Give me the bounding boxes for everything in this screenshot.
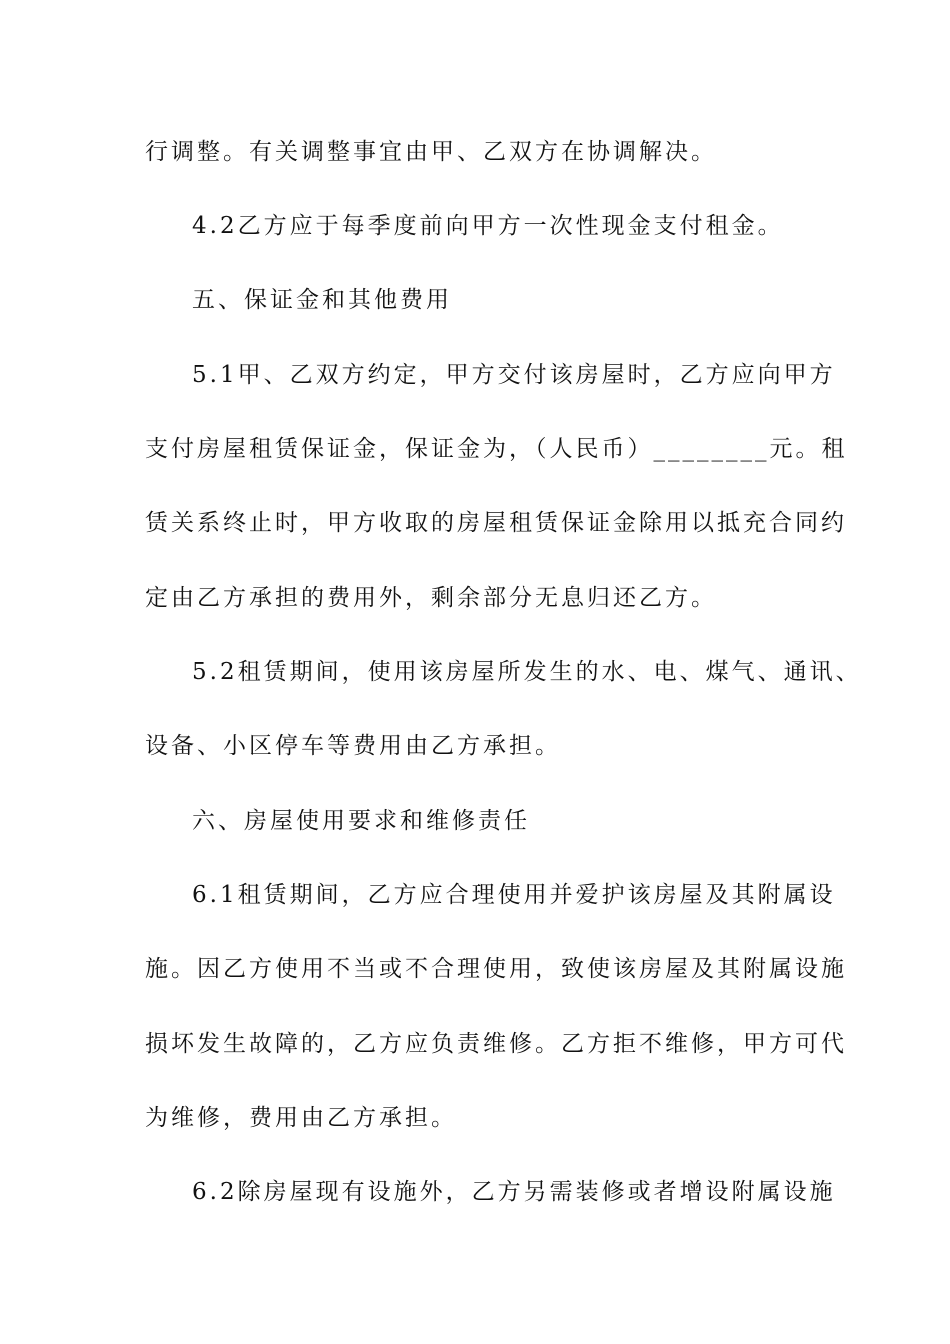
text-line: 施。因乙方使用不当或不合理使用，致使该房屋及其附属设施 [145,956,847,982]
clause-5-1-line: 5.1甲、乙双方约定，甲方交付该房屋时，乙方应向甲方 [192,362,836,388]
text-line: 支付房屋租赁保证金，保证金为，（人民币）________元。租 [145,436,848,462]
text-line: 设备、小区停车等费用由乙方承担。 [145,733,561,759]
text-line: 赁关系终止时，甲方收取的房屋租赁保证金除用以抵充合同约 [145,510,847,536]
text-line: 损坏发生故障的，乙方应负责维修。乙方拒不维修，甲方可代 [145,1031,847,1057]
clause-4-2-line: 4.2乙方应于每季度前向甲方一次性现金支付租金。 [192,213,784,239]
clause-5-2-line: 5.2租赁期间，使用该房屋所发生的水、电、煤气、通讯、 [192,659,862,685]
text-line: 定由乙方承担的费用外，剩余部分无息归还乙方。 [145,585,717,611]
clause-6-2-line: 6.2除房屋现有设施外，乙方另需装修或者增设附属设施 [192,1179,836,1205]
text-line: 行调整。有关调整事宜由甲、乙双方在协调解决。 [145,139,717,165]
clause-6-1-line: 6.1租赁期间，乙方应合理使用并爱护该房屋及其附属设 [192,882,836,908]
text-line: 为维修，费用由乙方承担。 [145,1105,457,1131]
section-heading-maintenance: 六、房屋使用要求和维修责任 [192,808,530,834]
section-heading-deposit: 五、保证金和其他费用 [192,287,452,313]
